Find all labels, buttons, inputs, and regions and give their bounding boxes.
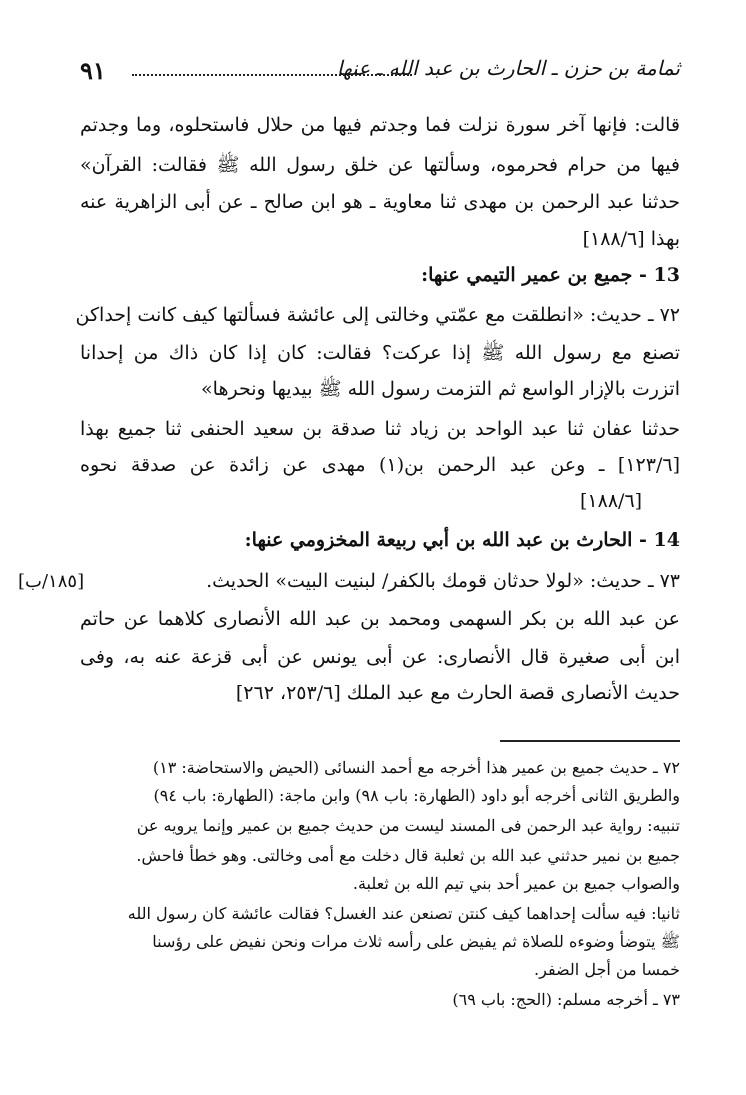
header-title: ثمامة بن حزن ـ الحارث بن عبد الله ـ عنها — [336, 56, 680, 80]
hadith-72-line: حدثنا عفان ثنا عبد الواحد بن زياد ثنا صدقة بن سعيد الحنفى ثنا جميع بهذا — [80, 418, 680, 440]
header-dotted-leader — [132, 74, 412, 76]
hadith-72-line: اتزرت بالإزار الواسع ثم التزمت رسول الله ﷺ بيديها ونحرها» — [201, 378, 680, 400]
body-line: بهذا [١٨٨/٦] — [582, 228, 680, 250]
page-number: ٩١ — [80, 56, 106, 85]
body-line: قالت: فإنها آخر سورة نزلت فما وجدتم فيها من حلال فاستحلوه، وما وجدتم — [80, 114, 680, 136]
hadith-73-line: ابن أبى صغيرة قال الأنصارى: عن أبى يونس عن أبى قزعة عنه به، وفى — [80, 646, 680, 668]
body-line: حدثنا عبد الرحمن بن مهدى ثنا معاوية ـ هو ابن صالح ـ عن أبى الزاهرية عنه — [80, 191, 680, 213]
hadith-72-line: تصنع مع رسول الله ﷺ إذا عركت؟ فقالت: كان إذا كان ذاك من إحدانا — [80, 342, 680, 364]
hadith-72-line: ٧٢ ـ حديث: «انطلقت مع عمّتي وخالتى إلى عائشة فسألتها كيف كانت إحداكن — [75, 304, 680, 326]
footnote-line: ثانيا: فيه سألت إحداهما كيف كنتن تصنعن عند الغسل؟ فقالت عائشة كان رسول الله — [127, 904, 680, 923]
footnote-separator — [500, 740, 680, 742]
body-line: فيها من حرام فحرموه، وسألتها عن خلق رسول الله ﷺ فقالت: القرآن» — [80, 154, 680, 176]
footnote-line: ٧٢ ـ حديث جميع بن عمير هذا أخرجه مع أحمد النسائى (الحيض والاستحاضة: ١٣) — [152, 758, 680, 777]
footnote-line: تنبيه: رواية عبد الرحمن فى المسند ليست من حديث جميع بن عمير وإنما يرويه عن — [136, 816, 680, 835]
hadith-72-line: [١٢٣/٦] ـ وعن عبد الرحمن بن(١) مهدى عن زائدة عن صدقة نحوه — [80, 454, 680, 476]
section-heading-13: 13 - جميع بن عمير التيمي عنها: — [421, 264, 680, 286]
footnote-line: والصواب جميع بن عمير أحد بني تيم الله بن ثعلبة. — [352, 874, 680, 893]
section-heading-14: 14 - الحارث بن عبد الله بن أبي ربيعة المخزومي عنها: — [244, 529, 680, 551]
running-header — [80, 50, 680, 90]
hadith-73-line: عن عبد الله بن بكر السهمى ومحمد بن عبد الله الأنصارى كلاهما عن حاتم — [80, 608, 680, 630]
hadith-73-line: ٧٣ ـ حديث: «لولا حدثان قومك بالكفر/ لبنيت البيت» الحديث. — [206, 570, 680, 592]
margin-folio-reference: [١٨٥/ب] — [18, 571, 85, 592]
hadith-73-line: حديث الأنصارى قصة الحارث مع عبد الملك [٢٥٣/٦، ٢٦٢] — [235, 682, 680, 704]
footnote-line: ﷺ يتوضأ وضوءه للصلاة ثم يفيض على رأسه ثلاث مرات ونحن نفيض على رؤسنا — [152, 932, 680, 951]
footnote-line: خمسا من أجل الضفر. — [534, 960, 680, 979]
footnote-line: ٧٣ ـ أخرجه مسلم: (الحج: باب ٦٩) — [452, 990, 680, 1009]
footnote-line: والطريق الثانى أخرجه أبو داود (الطهارة: باب ٩٨) وابن ماجة: (الطهارة: باب ٩٤) — [153, 786, 680, 805]
footnote-line: جميع بن نمير حدثني عبد الله بن ثعلبة قال دخلت مع أمى وخالتى. وهو خطأ فاحش. — [136, 846, 680, 865]
hadith-72-line: [١٨٨/٦] — [580, 490, 643, 512]
